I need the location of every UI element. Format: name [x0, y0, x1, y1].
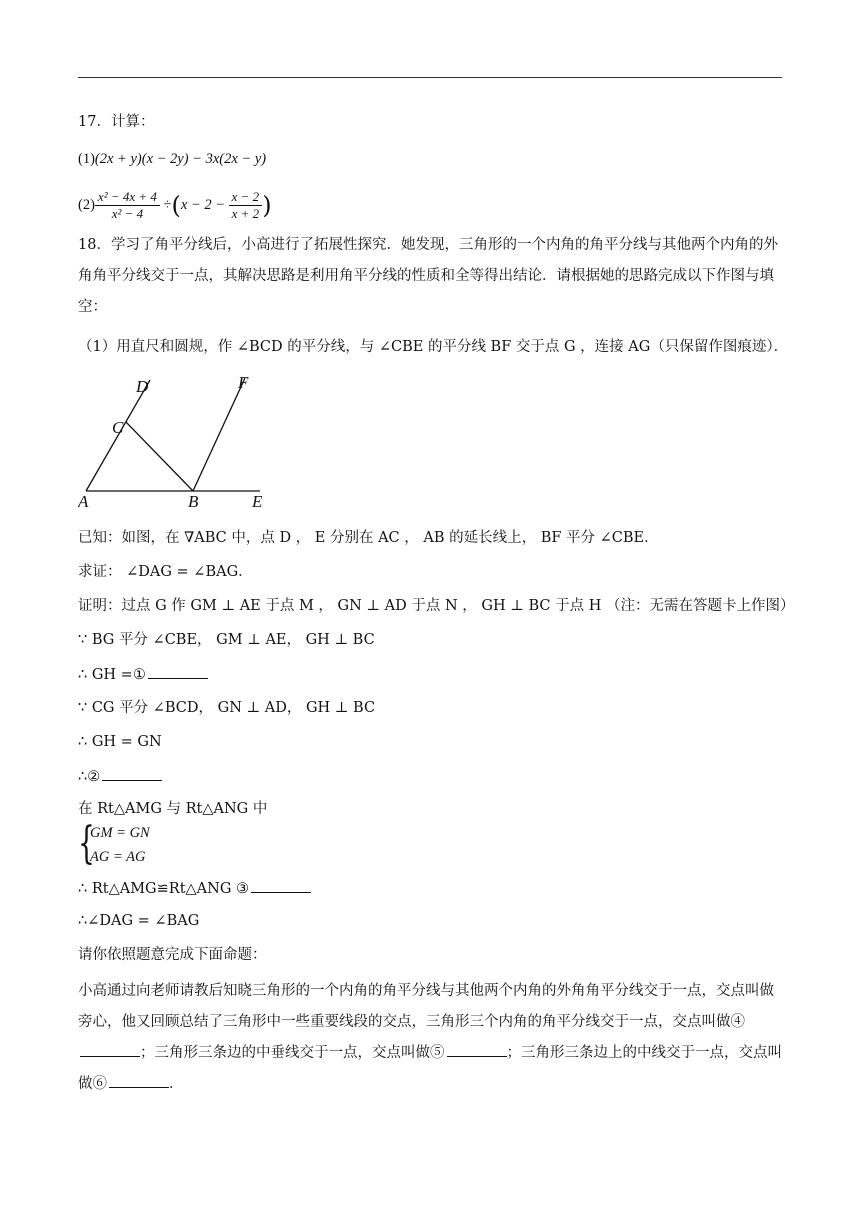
q18-prove: 求证： ∠DAG = ∠BAG．	[78, 564, 253, 580]
q18-step3: ∵ CG 平分 ∠BCD， GN ⊥ AD， GH ⊥ BC	[78, 700, 376, 716]
blank-3	[251, 878, 311, 893]
q18-step1: ∵ BG 平分 ∠CBE， GM ⊥ AE， GH ⊥ BC	[78, 632, 375, 648]
q18-intro: 18．学习了角平分线后，小高进行了拓展性探究．她发现，三角形的一个内角的角平分线与其他两个内角的外角角平分线交于一点，其解决思路是利用角平分线的性质和全等得出结论．请根据她的思路完成以下作图与填空：	[78, 237, 778, 315]
label-F: F	[238, 373, 249, 392]
q17-p2-numerator: x² − 4x + 4	[95, 189, 160, 206]
label-D: D	[136, 377, 149, 396]
system-row-2: AG = AG	[90, 849, 146, 865]
final-text-a: 小高通过向老师请教后知晓三角形的一个内角的角平分线与其他两个内角的外角角平分线交于一点，交点叫做旁心，他又回顾总结了三角形中一些重要线段的交点，三角形三个内角的角平分线交于一点，交点叫做④	[78, 983, 774, 1030]
header-rule	[78, 77, 782, 78]
label-B: B	[188, 492, 199, 511]
q18-known: 已知：如图，在 ∇ABC 中，点 D ， E 分别在 AC ， AB 的延长线上， BF 平分 ∠CBE．	[78, 530, 659, 546]
q18-final	[78, 976, 782, 1100]
q18-step5	[78, 766, 162, 787]
segment-C-B	[126, 422, 193, 491]
label-A: A	[78, 492, 89, 511]
q17-p2-denominator: x² − 4	[111, 206, 144, 222]
blank-5	[447, 1042, 507, 1057]
right-paren: )	[262, 191, 272, 220]
final-text-b: ；三角形三条边的中垂线交于一点，交点叫做⑤	[140, 1045, 445, 1061]
blank-4	[80, 1042, 140, 1057]
step2-text: ∴ GH =①	[78, 667, 146, 683]
final-text-c: ；三角形三条边上的中线交于一点，交点叫做⑥	[78, 1045, 782, 1092]
q17-part1	[78, 149, 266, 169]
q17-p2-inner-a: x − 2 −	[180, 197, 226, 213]
q18-part1: （1）用直尺和圆规，作 ∠BCD 的平分线，与 ∠CBE 的平分线 BF 交于点 G ，连接 AG（只保留作图痕迹）．	[78, 339, 789, 355]
q17-p2-inner-denominator: x + 2	[231, 206, 260, 222]
q17-p1-expr: (2x + y)(x − 2y) − 3x(2x − y)	[94, 151, 267, 167]
geometry-figure	[78, 370, 278, 515]
blank-2	[102, 766, 162, 781]
q18-step2	[78, 664, 208, 685]
q17-p2-divide: ÷	[163, 197, 172, 213]
left-paren: (	[171, 191, 181, 220]
q17-p2-inner-fraction	[229, 189, 263, 222]
q18-step7	[78, 878, 311, 899]
ray-B-F	[193, 378, 245, 491]
q17-part2	[78, 186, 272, 225]
q18-step4: ∴ GH = GN	[78, 734, 162, 750]
system-row-1: GM = GN	[90, 825, 150, 841]
system-brace: {	[78, 818, 95, 869]
q18-step8: ∴∠DAG = ∠BAG	[78, 913, 200, 929]
step7-text: ∴ Rt△AMG≌Rt△ANG ③	[78, 881, 250, 897]
label-E: E	[252, 492, 263, 511]
q17-title: 17．计算：	[78, 114, 155, 130]
label-C: C	[112, 418, 124, 437]
q18-instruction: 请你依照题意完成下面命题：	[78, 947, 267, 963]
blank-6	[109, 1073, 169, 1088]
q18-proof: 证明：过点 G 作 GM ⊥ AE 于点 M ， GN ⊥ AD 于点 N ， GH ⊥ BC 于点 H （注：无需在答题卡上作图）	[78, 598, 795, 614]
q18-step6: 在 Rt△AMG 与 Rt△ANG 中	[78, 801, 268, 817]
q17-p1-label: (1)	[78, 151, 95, 167]
q17-p2-label: (2)	[78, 197, 95, 213]
step5-text: ∴②	[78, 769, 101, 785]
q17-p2-fraction	[95, 189, 160, 222]
q17-p2-inner-numerator: x − 2	[229, 189, 263, 206]
final-text-d: ．	[169, 1076, 184, 1092]
blank-1	[148, 664, 208, 679]
